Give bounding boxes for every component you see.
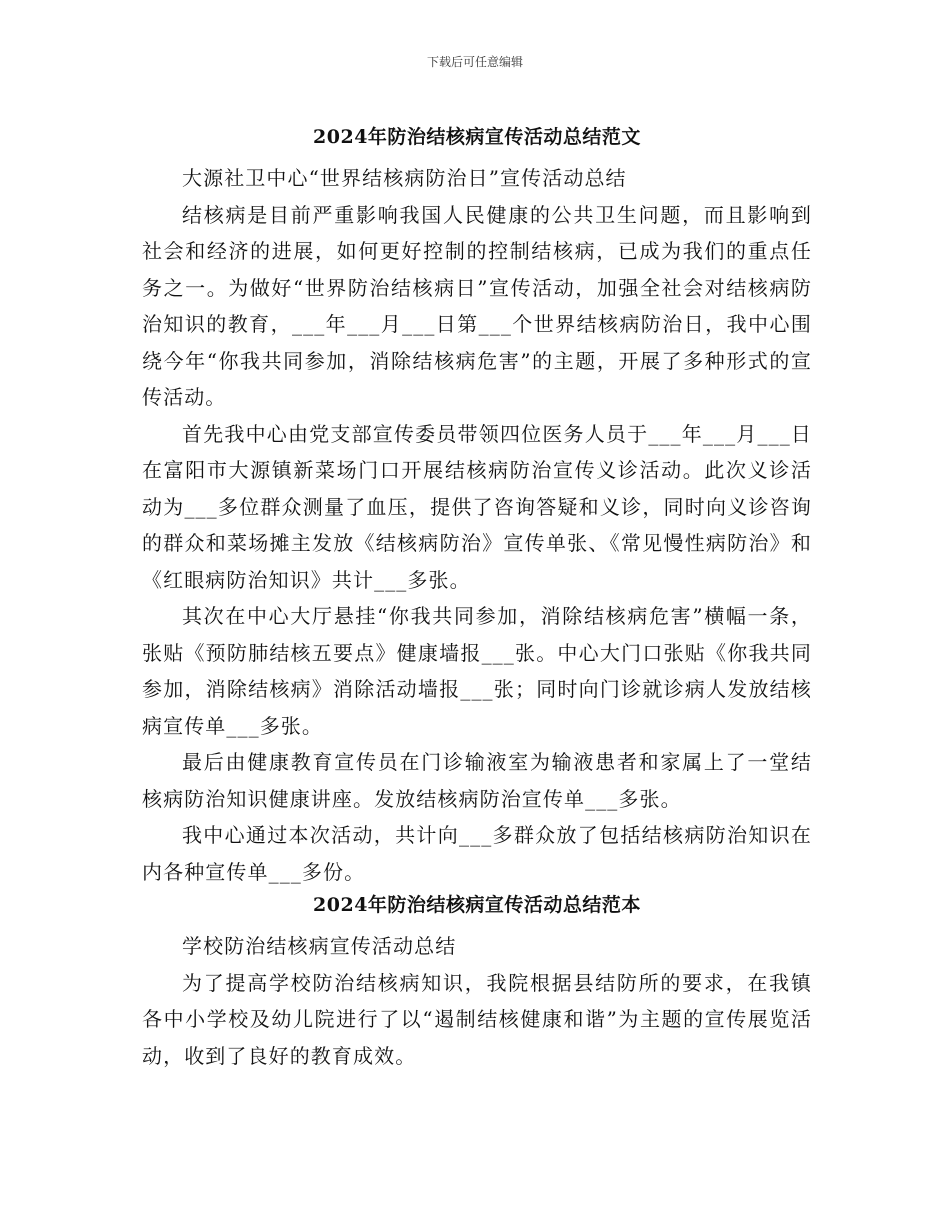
section2-paragraph-1: 为了提高学校防治结核病知识，我院根据县结防所的要求，在我镇各中小学校及幼儿院进行了以“遏制结核健康和谐”为主题的宣传展览活动，收到了良好的教育成效。 [142, 970, 812, 1068]
section2-subtitle: 学校防治结核病宣传活动总结 [182, 934, 457, 958]
section1-paragraph-5: 我中心通过本次活动，共计向___多群众放了包括结核病防治知识在内各种宣传单___多份。 [142, 823, 812, 884]
section1-subtitle: 大源社卫中心“世界结核病防治日”宣传活动总结 [182, 166, 627, 190]
section1-paragraph-1: 结核病是目前严重影响我国人民健康的公共卫生问题，而且影响到社会和经济的进展，如何更好控制的控制结核病，已成为我们的重点任务之一。为做好“世界防治结核病日”宣传活动，加强全社会对结核病防治知识的教育，___年___月___日第___个世界结核病防治日，我中心围绕今年“你我共同参加，消除结核病危害”的主题，开展了多种形式的宣传活动。 [142, 202, 812, 409]
header-note: 下载后可任意编辑 [426, 55, 523, 69]
section1-paragraph-4: 最后由健康教育宣传员在门诊输液室为输液患者和家属上了一堂结核病防治知识健康讲座。发放结核病防治宣传单___多张。 [142, 750, 812, 811]
section2-title: 2024年防治结核病宣传活动总结范本 [313, 894, 641, 916]
document-body [142, 122, 812, 1074]
section1-paragraph-3: 其次在中心大厅悬挂“你我共同参加，消除结核病危害”横幅一条，张贴《预防肺结核五要点》健康墙报___张。中心大门口张贴《你我共同参加，消除结核病》消除活动墙报___张；同时向门诊就诊病人发放结核病宣传单___多张。 [142, 604, 812, 738]
section1-title: 2024年防治结核病宣传活动总结范文 [313, 126, 641, 148]
section1-paragraph-2: 首先我中心由党支部宣传委员带领四位医务人员于___年___月___日在富阳市大源镇新菜场门口开展结核病防治宣传义诊活动。此次义诊活动为___多位群众测量了血压，提供了咨询答疑和义诊，同时向义诊咨询的群众和菜场摊主发放《结核病防治》宣传单张、《常见慢性病防治》和《红眼病防治知识》共计___多张。 [142, 421, 812, 592]
